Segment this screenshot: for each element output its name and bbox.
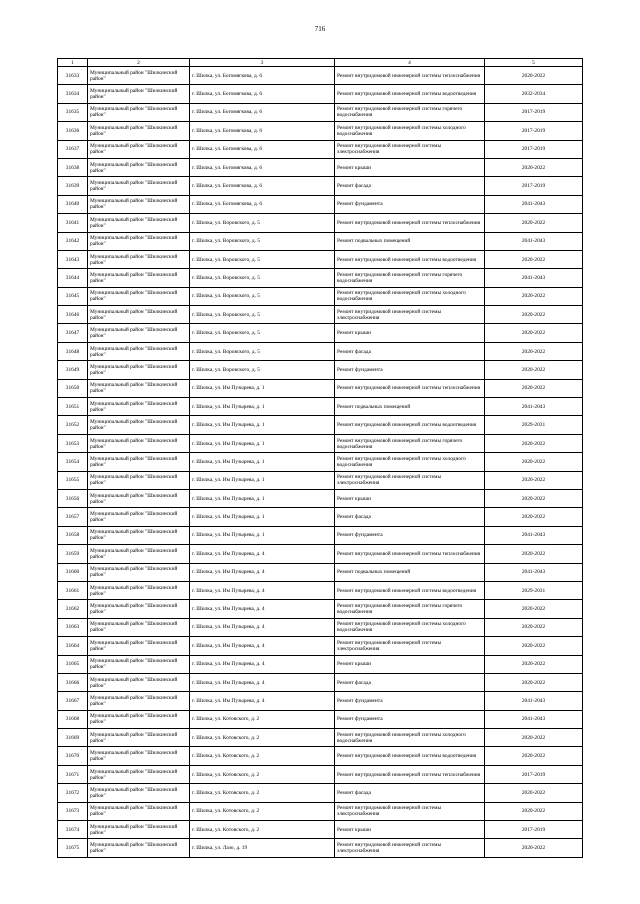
row-number: 31651 bbox=[58, 398, 88, 416]
period-cell: 2020-2022 bbox=[485, 545, 583, 563]
address-cell: г. Шилка, ул. Им Пузырева, д. 4 bbox=[190, 581, 335, 599]
address-cell: г. Шилка, ул. Им Пузырева, д. 4 bbox=[190, 600, 335, 618]
municipality-cell: Муниципальный район "Шилкинский район" bbox=[88, 673, 190, 691]
address-cell: г. Шилка, ул. Им Пузырева, д. 1 bbox=[190, 434, 335, 452]
work-type-cell: Ремонт фасада bbox=[335, 784, 485, 802]
municipality-cell: Муниципальный район "Шилкинский район" bbox=[88, 600, 190, 618]
column-header: 4 bbox=[335, 59, 485, 67]
work-type-cell: Ремонт фасада bbox=[335, 177, 485, 195]
work-type-cell: Ремонт внутридомовой инженерной системы горячего водоснабжения bbox=[335, 600, 485, 618]
work-type-cell: Ремонт внутридомовой инженерной системы водоотведения bbox=[335, 85, 485, 103]
work-type-cell: Ремонт внутридомовой инженерной системы холодного водоснабжения bbox=[335, 729, 485, 747]
row-number: 31660 bbox=[58, 563, 88, 581]
address-cell: г. Шилка, ул. Им Пузырева, д. 4 bbox=[190, 655, 335, 673]
row-number: 31640 bbox=[58, 195, 88, 213]
row-number: 31673 bbox=[58, 802, 88, 820]
table-row bbox=[58, 600, 583, 618]
work-type-cell: Ремонт внутридомовой инженерной системы электроснабжения bbox=[335, 140, 485, 158]
work-type-cell: Ремонт фундамента bbox=[335, 526, 485, 544]
period-cell: 2020-2022 bbox=[485, 158, 583, 176]
municipality-cell: Муниципальный район "Шилкинский район" bbox=[88, 637, 190, 655]
period-cell: 2020-2022 bbox=[485, 839, 583, 857]
row-number: 31667 bbox=[58, 692, 88, 710]
address-cell: г. Шилка, ул. Воровского, д. 5 bbox=[190, 324, 335, 342]
period-cell: 2041-2043 bbox=[485, 710, 583, 728]
period-cell: 2020-2022 bbox=[485, 214, 583, 232]
period-cell: 2020-2022 bbox=[485, 618, 583, 636]
work-type-cell: Ремонт крыши bbox=[335, 655, 485, 673]
municipality-cell: Муниципальный район "Шилкинский район" bbox=[88, 342, 190, 360]
row-number: 31639 bbox=[58, 177, 88, 195]
address-cell: г. Шилка, ул. Им Пузырева, д. 1 bbox=[190, 508, 335, 526]
table-row bbox=[58, 821, 583, 839]
row-number: 31661 bbox=[58, 581, 88, 599]
municipality-cell: Муниципальный район "Шилкинский район" bbox=[88, 692, 190, 710]
municipality-cell: Муниципальный район "Шилкинский район" bbox=[88, 287, 190, 305]
column-header: 5 bbox=[485, 59, 583, 67]
table-row bbox=[58, 453, 583, 471]
table-row bbox=[58, 103, 583, 121]
municipality-cell: Муниципальный район "Шилкинский район" bbox=[88, 729, 190, 747]
table-row bbox=[58, 379, 583, 397]
period-cell: 2041-2043 bbox=[485, 195, 583, 213]
municipality-cell: Муниципальный район "Шилкинский район" bbox=[88, 306, 190, 324]
table-row bbox=[58, 729, 583, 747]
address-cell: г. Шилка, ул. Котовского, д. 2 bbox=[190, 784, 335, 802]
work-type-cell: Ремонт внутридомовой инженерной системы электроснабжения bbox=[335, 839, 485, 857]
period-cell: 2041-2043 bbox=[485, 563, 583, 581]
work-type-cell: Ремонт внутридомовой инженерной системы электроснабжения bbox=[335, 802, 485, 820]
row-number: 31653 bbox=[58, 434, 88, 452]
period-cell: 2041-2043 bbox=[485, 398, 583, 416]
municipality-cell: Муниципальный район "Шилкинский район" bbox=[88, 710, 190, 728]
period-cell: 2029-2031 bbox=[485, 416, 583, 434]
row-number: 31641 bbox=[58, 214, 88, 232]
municipality-cell: Муниципальный район "Шилкинский район" bbox=[88, 361, 190, 379]
municipality-cell: Муниципальный район "Шилкинский район" bbox=[88, 563, 190, 581]
municipality-cell: Муниципальный район "Шилкинский район" bbox=[88, 545, 190, 563]
work-type-cell: Ремонт внутридомовой инженерной системы холодного водоснабжения bbox=[335, 122, 485, 140]
work-type-cell: Ремонт фасада bbox=[335, 508, 485, 526]
row-number: 31659 bbox=[58, 545, 88, 563]
work-type-cell: Ремонт внутридомовой инженерной системы горячего водоснабжения bbox=[335, 103, 485, 121]
municipality-cell: Муниципальный район "Шилкинский район" bbox=[88, 655, 190, 673]
municipality-cell: Муниципальный район "Шилкинский район" bbox=[88, 581, 190, 599]
municipality-cell: Муниципальный район "Шилкинский район" bbox=[88, 232, 190, 250]
municipality-cell: Муниципальный район "Шилкинский район" bbox=[88, 618, 190, 636]
address-cell: г. Шилка, ул. Воровского, д. 5 bbox=[190, 232, 335, 250]
period-cell: 2017-2019 bbox=[485, 103, 583, 121]
row-number: 31663 bbox=[58, 618, 88, 636]
work-type-cell: Ремонт внутридомовой инженерной системы холодного водоснабжения bbox=[335, 453, 485, 471]
address-cell: г. Шилка, ул. Богомягкова, д. 6 bbox=[190, 85, 335, 103]
municipality-cell: Муниципальный район "Шилкинский район" bbox=[88, 122, 190, 140]
address-cell: г. Шилка, ул. Воровского, д. 5 bbox=[190, 269, 335, 287]
municipality-cell: Муниципальный район "Шилкинский район" bbox=[88, 784, 190, 802]
work-type-cell: Ремонт внутридомовой инженерной системы электроснабжения bbox=[335, 471, 485, 489]
period-cell: 2020-2022 bbox=[485, 287, 583, 305]
work-type-cell: Ремонт крыши bbox=[335, 489, 485, 507]
period-cell: 2041-2043 bbox=[485, 692, 583, 710]
table-row bbox=[58, 489, 583, 507]
row-number: 31670 bbox=[58, 747, 88, 765]
address-cell: г. Шилка, ул. Воровского, д. 5 bbox=[190, 342, 335, 360]
period-cell: 2020-2022 bbox=[485, 67, 583, 85]
period-cell: 2017-2019 bbox=[485, 821, 583, 839]
period-cell: 2020-2022 bbox=[485, 655, 583, 673]
address-cell: г. Шилка, ул. Им Пузырева, д. 4 bbox=[190, 618, 335, 636]
address-cell: г. Шилка, ул. Им Пузырева, д. 1 bbox=[190, 453, 335, 471]
address-cell: г. Шилка, ул. Им Пузырева, д. 4 bbox=[190, 692, 335, 710]
table-row bbox=[58, 673, 583, 691]
work-type-cell: Ремонт фундамента bbox=[335, 692, 485, 710]
municipality-cell: Муниципальный район "Шилкинский район" bbox=[88, 471, 190, 489]
period-cell: 2020-2022 bbox=[485, 747, 583, 765]
table-row bbox=[58, 232, 583, 250]
row-number: 31645 bbox=[58, 287, 88, 305]
work-type-cell: Ремонт подвальных помещений bbox=[335, 563, 485, 581]
address-cell: г. Шилка, ул. Им Пузырева, д. 1 bbox=[190, 489, 335, 507]
period-cell: 2020-2022 bbox=[485, 379, 583, 397]
row-number: 31674 bbox=[58, 821, 88, 839]
table-body bbox=[58, 67, 583, 858]
row-number: 31638 bbox=[58, 158, 88, 176]
table-row bbox=[58, 140, 583, 158]
table-row bbox=[58, 526, 583, 544]
period-cell: 2020-2022 bbox=[485, 637, 583, 655]
work-type-cell: Ремонт крыши bbox=[335, 324, 485, 342]
address-cell: г. Шилка, ул. Богомягкова, д. 6 bbox=[190, 177, 335, 195]
municipality-cell: Муниципальный район "Шилкинский район" bbox=[88, 177, 190, 195]
row-number: 31644 bbox=[58, 269, 88, 287]
table-row bbox=[58, 342, 583, 360]
work-type-cell: Ремонт фундамента bbox=[335, 361, 485, 379]
row-number: 31656 bbox=[58, 489, 88, 507]
work-type-cell: Ремонт подвальных помещений bbox=[335, 232, 485, 250]
table-row bbox=[58, 195, 583, 213]
table-row bbox=[58, 471, 583, 489]
work-type-cell: Ремонт внутридомовой инженерной системы теплоснабжения bbox=[335, 765, 485, 783]
address-cell: г. Шилка, ул. Им Пузырева, д. 4 bbox=[190, 545, 335, 563]
table-row bbox=[58, 287, 583, 305]
row-number: 31675 bbox=[58, 839, 88, 857]
address-cell: г. Шилка, ул. Лазо, д. 19 bbox=[190, 839, 335, 857]
work-type-cell: Ремонт внутридомовой инженерной системы теплоснабжения bbox=[335, 214, 485, 232]
work-type-cell: Ремонт внутридомовой инженерной системы горячего водоснабжения bbox=[335, 269, 485, 287]
period-cell: 2020-2022 bbox=[485, 600, 583, 618]
address-cell: г. Шилка, ул. Им Пузырева, д. 1 bbox=[190, 526, 335, 544]
row-number: 31637 bbox=[58, 140, 88, 158]
period-cell: 2020-2022 bbox=[485, 729, 583, 747]
address-cell: г. Шилка, ул. Воровского, д. 5 bbox=[190, 214, 335, 232]
table-row bbox=[58, 214, 583, 232]
municipality-cell: Муниципальный район "Шилкинский район" bbox=[88, 765, 190, 783]
work-type-cell: Ремонт внутридомовой инженерной системы холодного водоснабжения bbox=[335, 618, 485, 636]
row-number: 31643 bbox=[58, 250, 88, 268]
table-row bbox=[58, 545, 583, 563]
address-cell: г. Шилка, ул. Богомягкова, д. 6 bbox=[190, 195, 335, 213]
row-number: 31657 bbox=[58, 508, 88, 526]
table-row bbox=[58, 784, 583, 802]
address-cell: г. Шилка, ул. Воровского, д. 5 bbox=[190, 287, 335, 305]
table-row bbox=[58, 85, 583, 103]
column-number-row bbox=[58, 59, 583, 67]
work-type-cell: Ремонт внутридомовой инженерной системы электроснабжения bbox=[335, 637, 485, 655]
period-cell: 2029-2031 bbox=[485, 581, 583, 599]
municipality-cell: Муниципальный район "Шилкинский район" bbox=[88, 324, 190, 342]
table-row bbox=[58, 765, 583, 783]
address-cell: г. Шилка, ул. Котовского, д. 2 bbox=[190, 821, 335, 839]
row-number: 31665 bbox=[58, 655, 88, 673]
table-row bbox=[58, 434, 583, 452]
municipality-cell: Муниципальный район "Шилкинский район" bbox=[88, 269, 190, 287]
address-cell: г. Шилка, ул. Котовского, д. 2 bbox=[190, 710, 335, 728]
work-type-cell: Ремонт внутридомовой инженерной системы теплоснабжения bbox=[335, 545, 485, 563]
row-number: 31634 bbox=[58, 85, 88, 103]
row-number: 31668 bbox=[58, 710, 88, 728]
row-number: 31658 bbox=[58, 526, 88, 544]
address-cell: г. Шилка, ул. Котовского, д. 2 bbox=[190, 747, 335, 765]
row-number: 31633 bbox=[58, 67, 88, 85]
municipality-cell: Муниципальный район "Шилкинский район" bbox=[88, 747, 190, 765]
table-row bbox=[58, 637, 583, 655]
period-cell: 2020-2022 bbox=[485, 508, 583, 526]
row-number: 31648 bbox=[58, 342, 88, 360]
municipality-cell: Муниципальный район "Шилкинский район" bbox=[88, 434, 190, 452]
table-row bbox=[58, 122, 583, 140]
column-header: 1 bbox=[58, 59, 88, 67]
address-cell: г. Шилка, ул. Богомягкова, д. 6 bbox=[190, 122, 335, 140]
address-cell: г. Шилка, ул. Им Пузырева, д. 1 bbox=[190, 379, 335, 397]
address-cell: г. Шилка, ул. Богомягкова, д. 6 bbox=[190, 103, 335, 121]
row-number: 31636 bbox=[58, 122, 88, 140]
period-cell: 2020-2022 bbox=[485, 471, 583, 489]
address-cell: г. Шилка, ул. Им Пузырева, д. 1 bbox=[190, 471, 335, 489]
period-cell: 2020-2022 bbox=[485, 250, 583, 268]
municipality-cell: Муниципальный район "Шилкинский район" bbox=[88, 214, 190, 232]
work-type-cell: Ремонт крыши bbox=[335, 158, 485, 176]
municipality-cell: Муниципальный район "Шилкинский район" bbox=[88, 416, 190, 434]
work-type-cell: Ремонт внутридомовой инженерной системы водоотведения bbox=[335, 581, 485, 599]
row-number: 31662 bbox=[58, 600, 88, 618]
row-number: 31652 bbox=[58, 416, 88, 434]
work-type-cell: Ремонт внутридомовой инженерной системы теплоснабжения bbox=[335, 67, 485, 85]
period-cell: 2020-2022 bbox=[485, 306, 583, 324]
period-cell: 2041-2043 bbox=[485, 526, 583, 544]
table-row bbox=[58, 618, 583, 636]
municipality-cell: Муниципальный район "Шилкинский район" bbox=[88, 839, 190, 857]
row-number: 31649 bbox=[58, 361, 88, 379]
work-type-cell: Ремонт внутридомовой инженерной системы горячего водоснабжения bbox=[335, 434, 485, 452]
period-cell: 2032-2034 bbox=[485, 85, 583, 103]
period-cell: 2041-2043 bbox=[485, 269, 583, 287]
table-row bbox=[58, 177, 583, 195]
row-number: 31642 bbox=[58, 232, 88, 250]
row-number: 31666 bbox=[58, 673, 88, 691]
period-cell: 2020-2022 bbox=[485, 489, 583, 507]
work-type-cell: Ремонт внутридомовой инженерной системы водоотведения bbox=[335, 416, 485, 434]
municipality-cell: Муниципальный район "Шилкинский район" bbox=[88, 140, 190, 158]
municipality-cell: Муниципальный район "Шилкинский район" bbox=[88, 158, 190, 176]
work-type-cell: Ремонт подвальных помещений bbox=[335, 398, 485, 416]
address-cell: г. Шилка, ул. Воровского, д. 5 bbox=[190, 250, 335, 268]
table-row bbox=[58, 508, 583, 526]
municipality-cell: Муниципальный район "Шилкинский район" bbox=[88, 508, 190, 526]
municipality-cell: Муниципальный район "Шилкинский район" bbox=[88, 67, 190, 85]
row-number: 31672 bbox=[58, 784, 88, 802]
municipality-cell: Муниципальный район "Шилкинский район" bbox=[88, 489, 190, 507]
table-row bbox=[58, 563, 583, 581]
work-type-cell: Ремонт внутридомовой инженерной системы холодного водоснабжения bbox=[335, 287, 485, 305]
address-cell: г. Шилка, ул. Воровского, д. 5 bbox=[190, 306, 335, 324]
work-type-cell: Ремонт крыши bbox=[335, 821, 485, 839]
work-type-cell: Ремонт фундамента bbox=[335, 710, 485, 728]
table-row bbox=[58, 839, 583, 857]
column-header: 3 bbox=[190, 59, 335, 67]
work-type-cell: Ремонт внутридомовой инженерной системы водоотведения bbox=[335, 747, 485, 765]
row-number: 31664 bbox=[58, 637, 88, 655]
work-type-cell: Ремонт внутридомовой инженерной системы электроснабжения bbox=[335, 306, 485, 324]
address-cell: г. Шилка, ул. Богомягкова, д. 6 bbox=[190, 67, 335, 85]
address-cell: г. Шилка, ул. Им Пузырева, д. 4 bbox=[190, 673, 335, 691]
address-cell: г. Шилка, ул. Воровского, д. 5 bbox=[190, 361, 335, 379]
period-cell: 2017-2019 bbox=[485, 177, 583, 195]
table-row bbox=[58, 158, 583, 176]
work-type-cell: Ремонт внутридомовой инженерной системы теплоснабжения bbox=[335, 379, 485, 397]
capital-repair-table bbox=[57, 58, 583, 858]
period-cell: 2020-2022 bbox=[485, 434, 583, 452]
row-number: 31655 bbox=[58, 471, 88, 489]
row-number: 31669 bbox=[58, 729, 88, 747]
address-cell: г. Шилка, ул. Им Пузырева, д. 1 bbox=[190, 416, 335, 434]
municipality-cell: Муниципальный район "Шилкинский район" bbox=[88, 453, 190, 471]
address-cell: г. Шилка, ул. Им Пузырева, д. 1 bbox=[190, 398, 335, 416]
table-row bbox=[58, 802, 583, 820]
table-row bbox=[58, 398, 583, 416]
period-cell: 2020-2022 bbox=[485, 361, 583, 379]
table-row bbox=[58, 250, 583, 268]
table-row bbox=[58, 581, 583, 599]
period-cell: 2020-2022 bbox=[485, 784, 583, 802]
table-row bbox=[58, 692, 583, 710]
address-cell: г. Шилка, ул. Им Пузырева, д. 4 bbox=[190, 637, 335, 655]
municipality-cell: Муниципальный район "Шилкинский район" bbox=[88, 526, 190, 544]
address-cell: г. Шилка, ул. Котовского, д. 2 bbox=[190, 802, 335, 820]
table-row bbox=[58, 710, 583, 728]
row-number: 31650 bbox=[58, 379, 88, 397]
address-cell: г. Шилка, ул. Им Пузырева, д. 4 bbox=[190, 563, 335, 581]
address-cell: г. Шилка, ул. Котовского, д. 2 bbox=[190, 729, 335, 747]
row-number: 31671 bbox=[58, 765, 88, 783]
municipality-cell: Муниципальный район "Шилкинский район" bbox=[88, 195, 190, 213]
table-row bbox=[58, 747, 583, 765]
municipality-cell: Муниципальный район "Шилкинский район" bbox=[88, 398, 190, 416]
municipality-cell: Муниципальный район "Шилкинский район" bbox=[88, 821, 190, 839]
column-header: 2 bbox=[88, 59, 190, 67]
table-row bbox=[58, 269, 583, 287]
row-number: 31654 bbox=[58, 453, 88, 471]
period-cell: 2017-2019 bbox=[485, 765, 583, 783]
table-row bbox=[58, 324, 583, 342]
address-cell: г. Шилка, ул. Богомягкова, д. 6 bbox=[190, 158, 335, 176]
row-number: 31647 bbox=[58, 324, 88, 342]
period-cell: 2020-2022 bbox=[485, 342, 583, 360]
period-cell: 2041-2043 bbox=[485, 232, 583, 250]
period-cell: 2017-2019 bbox=[485, 122, 583, 140]
period-cell: 2020-2022 bbox=[485, 802, 583, 820]
table-row bbox=[58, 416, 583, 434]
work-type-cell: Ремонт внутридомовой инженерной системы водоотведения bbox=[335, 250, 485, 268]
work-type-cell: Ремонт фундамента bbox=[335, 195, 485, 213]
address-cell: г. Шилка, ул. Богомягкова, д. 6 bbox=[190, 140, 335, 158]
municipality-cell: Муниципальный район "Шилкинский район" bbox=[88, 802, 190, 820]
page-number: 716 bbox=[314, 25, 326, 33]
municipality-cell: Муниципальный район "Шилкинский район" bbox=[88, 103, 190, 121]
period-cell: 2020-2022 bbox=[485, 673, 583, 691]
table-row bbox=[58, 655, 583, 673]
work-type-cell: Ремонт фасада bbox=[335, 342, 485, 360]
municipality-cell: Муниципальный район "Шилкинский район" bbox=[88, 379, 190, 397]
period-cell: 2020-2022 bbox=[485, 453, 583, 471]
row-number: 31635 bbox=[58, 103, 88, 121]
table-row bbox=[58, 306, 583, 324]
table-row bbox=[58, 67, 583, 85]
period-cell: 2017-2019 bbox=[485, 140, 583, 158]
row-number: 31646 bbox=[58, 306, 88, 324]
table-row bbox=[58, 361, 583, 379]
municipality-cell: Муниципальный район "Шилкинский район" bbox=[88, 250, 190, 268]
period-cell: 2020-2022 bbox=[485, 324, 583, 342]
municipality-cell: Муниципальный район "Шилкинский район" bbox=[88, 85, 190, 103]
address-cell: г. Шилка, ул. Котовского, д. 2 bbox=[190, 765, 335, 783]
work-type-cell: Ремонт фасада bbox=[335, 673, 485, 691]
